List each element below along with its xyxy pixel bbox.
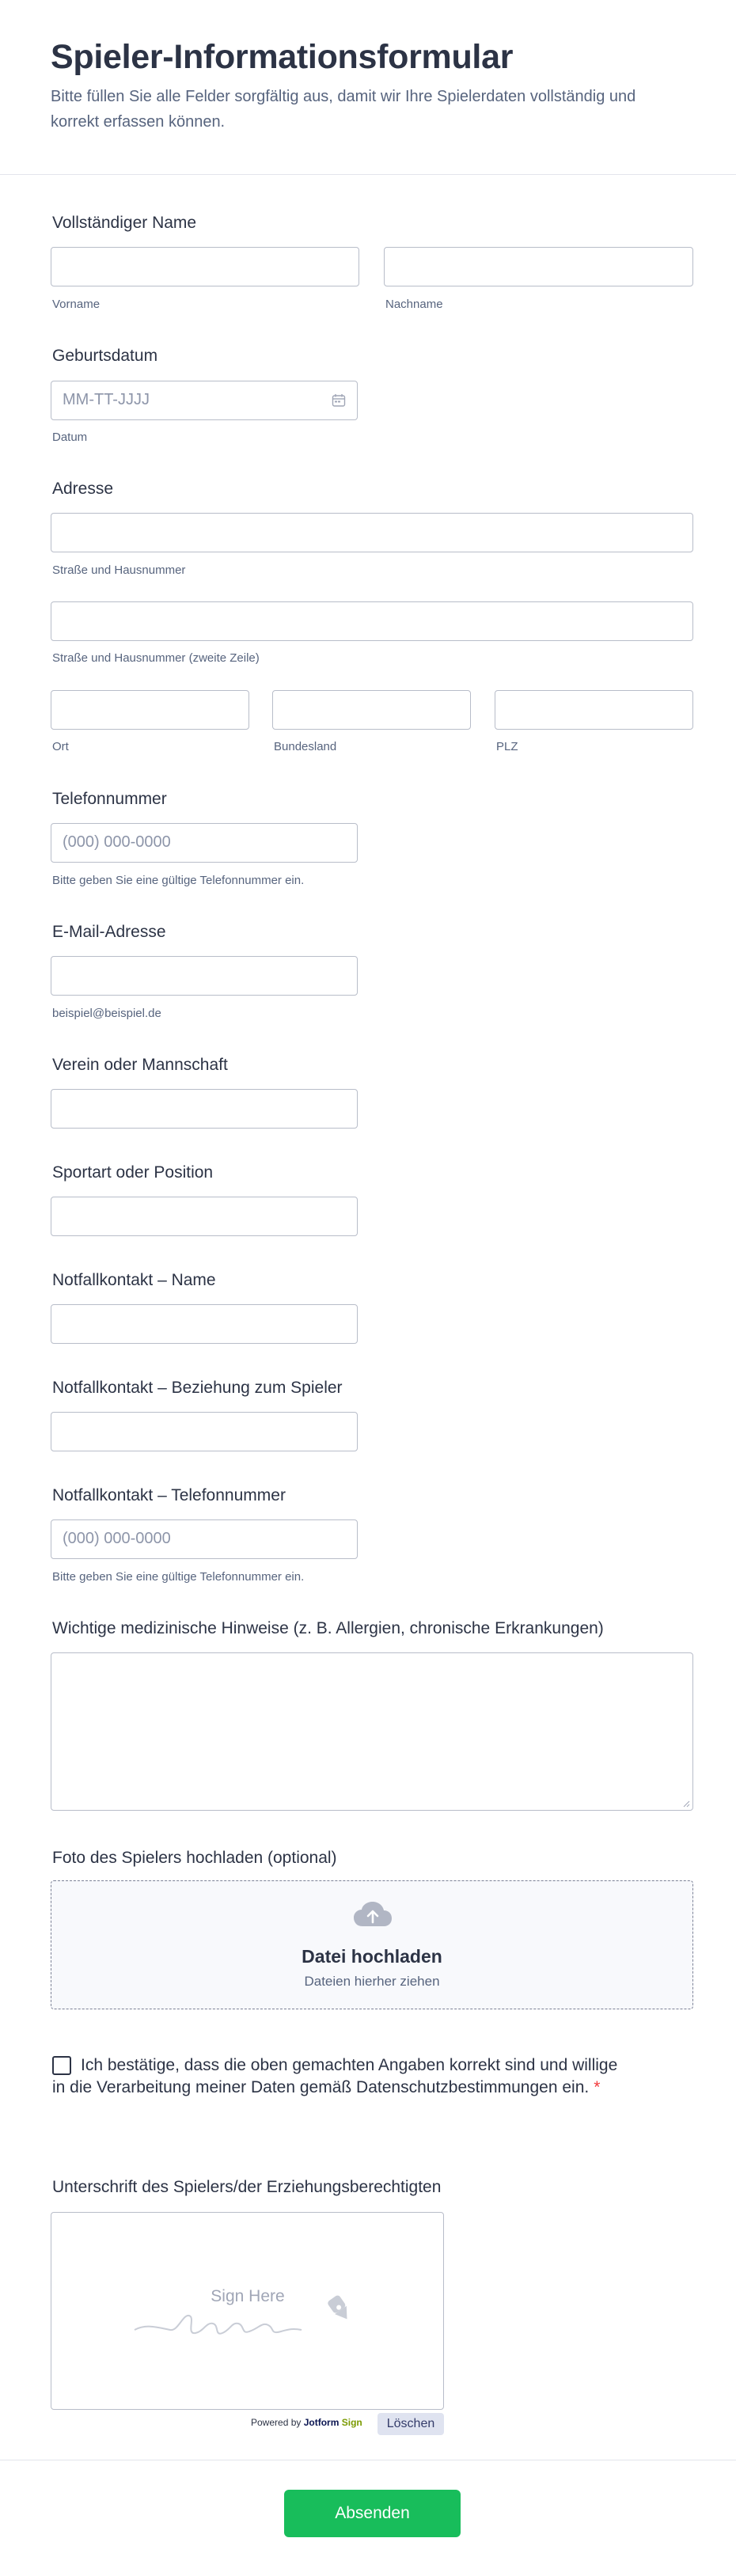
pen-icon: [327, 2294, 353, 2324]
medical-label: Wichtige medizinische Hinweise (z. B. Allergien, chronische Erkrankungen): [52, 1619, 604, 1637]
last-name-input[interactable]: [384, 247, 693, 286]
city-sublabel: Ort: [52, 740, 69, 753]
resize-handle-icon[interactable]: [682, 1800, 690, 1808]
consent-text: Ich bestätige, dass die oben gemachten Angaben korrekt sind und willige in die Verarbeitung meiner Daten gemäß Datenschutzbestimmungen ein.: [52, 2056, 618, 2096]
phone-input[interactable]: [51, 823, 358, 863]
street2-input[interactable]: [51, 601, 693, 641]
city-input[interactable]: [51, 690, 249, 730]
street-input[interactable]: [51, 513, 693, 552]
zip-sublabel: PLZ: [496, 740, 518, 753]
first-name-sublabel: Vorname: [52, 298, 101, 311]
emergency-relation-label: Notfallkontakt – Beziehung zum Spieler: [52, 1379, 343, 1397]
email-sublabel: beispiel@beispiel.de: [52, 1007, 161, 1020]
emergency-relation-input[interactable]: [51, 1412, 358, 1451]
signature-placeholder-graphic: [51, 2213, 443, 2409]
email-input[interactable]: [51, 956, 358, 996]
emergency-phone-placeholder: (000) 000-0000: [63, 1530, 171, 1547]
full-name-label: Vollständiger Name: [52, 214, 197, 232]
birthdate-input[interactable]: [51, 381, 358, 420]
state-input[interactable]: [272, 690, 471, 730]
club-input[interactable]: [51, 1089, 358, 1129]
street2-sublabel: Straße und Hausnummer (zweite Zeile): [52, 651, 260, 665]
emergency-phone-input[interactable]: [51, 1519, 358, 1559]
upload-hint: Dateien hierher ziehen: [304, 1974, 440, 1989]
birthdate-sublabel: Datum: [52, 431, 88, 444]
street-sublabel: Straße und Hausnummer: [52, 563, 186, 577]
clear-signature-button[interactable]: Löschen: [377, 2413, 444, 2435]
birthdate-placeholder: MM-TT-JJJJ: [63, 391, 150, 408]
cloud-upload-icon: [353, 1901, 393, 1928]
powered-prefix: Powered by: [251, 2417, 302, 2428]
phone-placeholder: (000) 000-0000: [63, 833, 171, 851]
powered-by: [251, 2417, 362, 2428]
medical-textarea[interactable]: [51, 1652, 693, 1811]
sign-here-placeholder: Sign Here: [211, 2287, 285, 2305]
form-header: [0, 0, 736, 175]
powered-brand: Jotform: [303, 2417, 340, 2428]
club-label: Verein oder Mannschaft: [52, 1056, 228, 1074]
powered-product: Sign: [341, 2417, 362, 2428]
phone-label: Telefonnummer: [52, 790, 167, 808]
page-description: Bitte füllen Sie alle Felder sorgfältig aus, damit wir Ihre Spielerdaten vollständig und korrekt erfassen können.: [51, 88, 636, 131]
calendar-icon[interactable]: [332, 393, 346, 408]
signature-label: Unterschrift des Spielers/der Erziehungsberechtigten: [52, 2178, 442, 2196]
sport-label: Sportart oder Position: [52, 1163, 214, 1182]
email-label: E-Mail-Adresse: [52, 923, 166, 941]
sport-input[interactable]: [51, 1197, 358, 1236]
required-mark: *: [594, 2078, 601, 2096]
page-title: Spieler-Informationsformular: [51, 38, 514, 76]
consent-label: [52, 2054, 622, 2099]
emergency-phone-sublabel: Bitte geben Sie eine gültige Telefonnummer ein.: [52, 1570, 305, 1584]
phone-sublabel: Bitte geben Sie eine gültige Telefonnummer ein.: [52, 874, 305, 887]
file-upload-dropzone[interactable]: [51, 1880, 693, 2009]
signature-pad[interactable]: [51, 2212, 444, 2410]
last-name-sublabel: Nachname: [385, 298, 443, 311]
photo-label: Foto des Spielers hochladen (optional): [52, 1849, 337, 1867]
emergency-phone-label: Notfallkontakt – Telefonnummer: [52, 1486, 286, 1504]
upload-button-text[interactable]: Datei hochladen: [302, 1946, 442, 1967]
state-sublabel: Bundesland: [274, 740, 337, 753]
emergency-name-label: Notfallkontakt – Name: [52, 1271, 216, 1289]
emergency-name-input[interactable]: [51, 1304, 358, 1344]
address-label: Adresse: [52, 480, 114, 498]
birthdate-label: Geburtsdatum: [52, 347, 158, 365]
zip-input[interactable]: [495, 690, 693, 730]
first-name-input[interactable]: [51, 247, 359, 286]
submit-button[interactable]: Absenden: [284, 2490, 461, 2537]
